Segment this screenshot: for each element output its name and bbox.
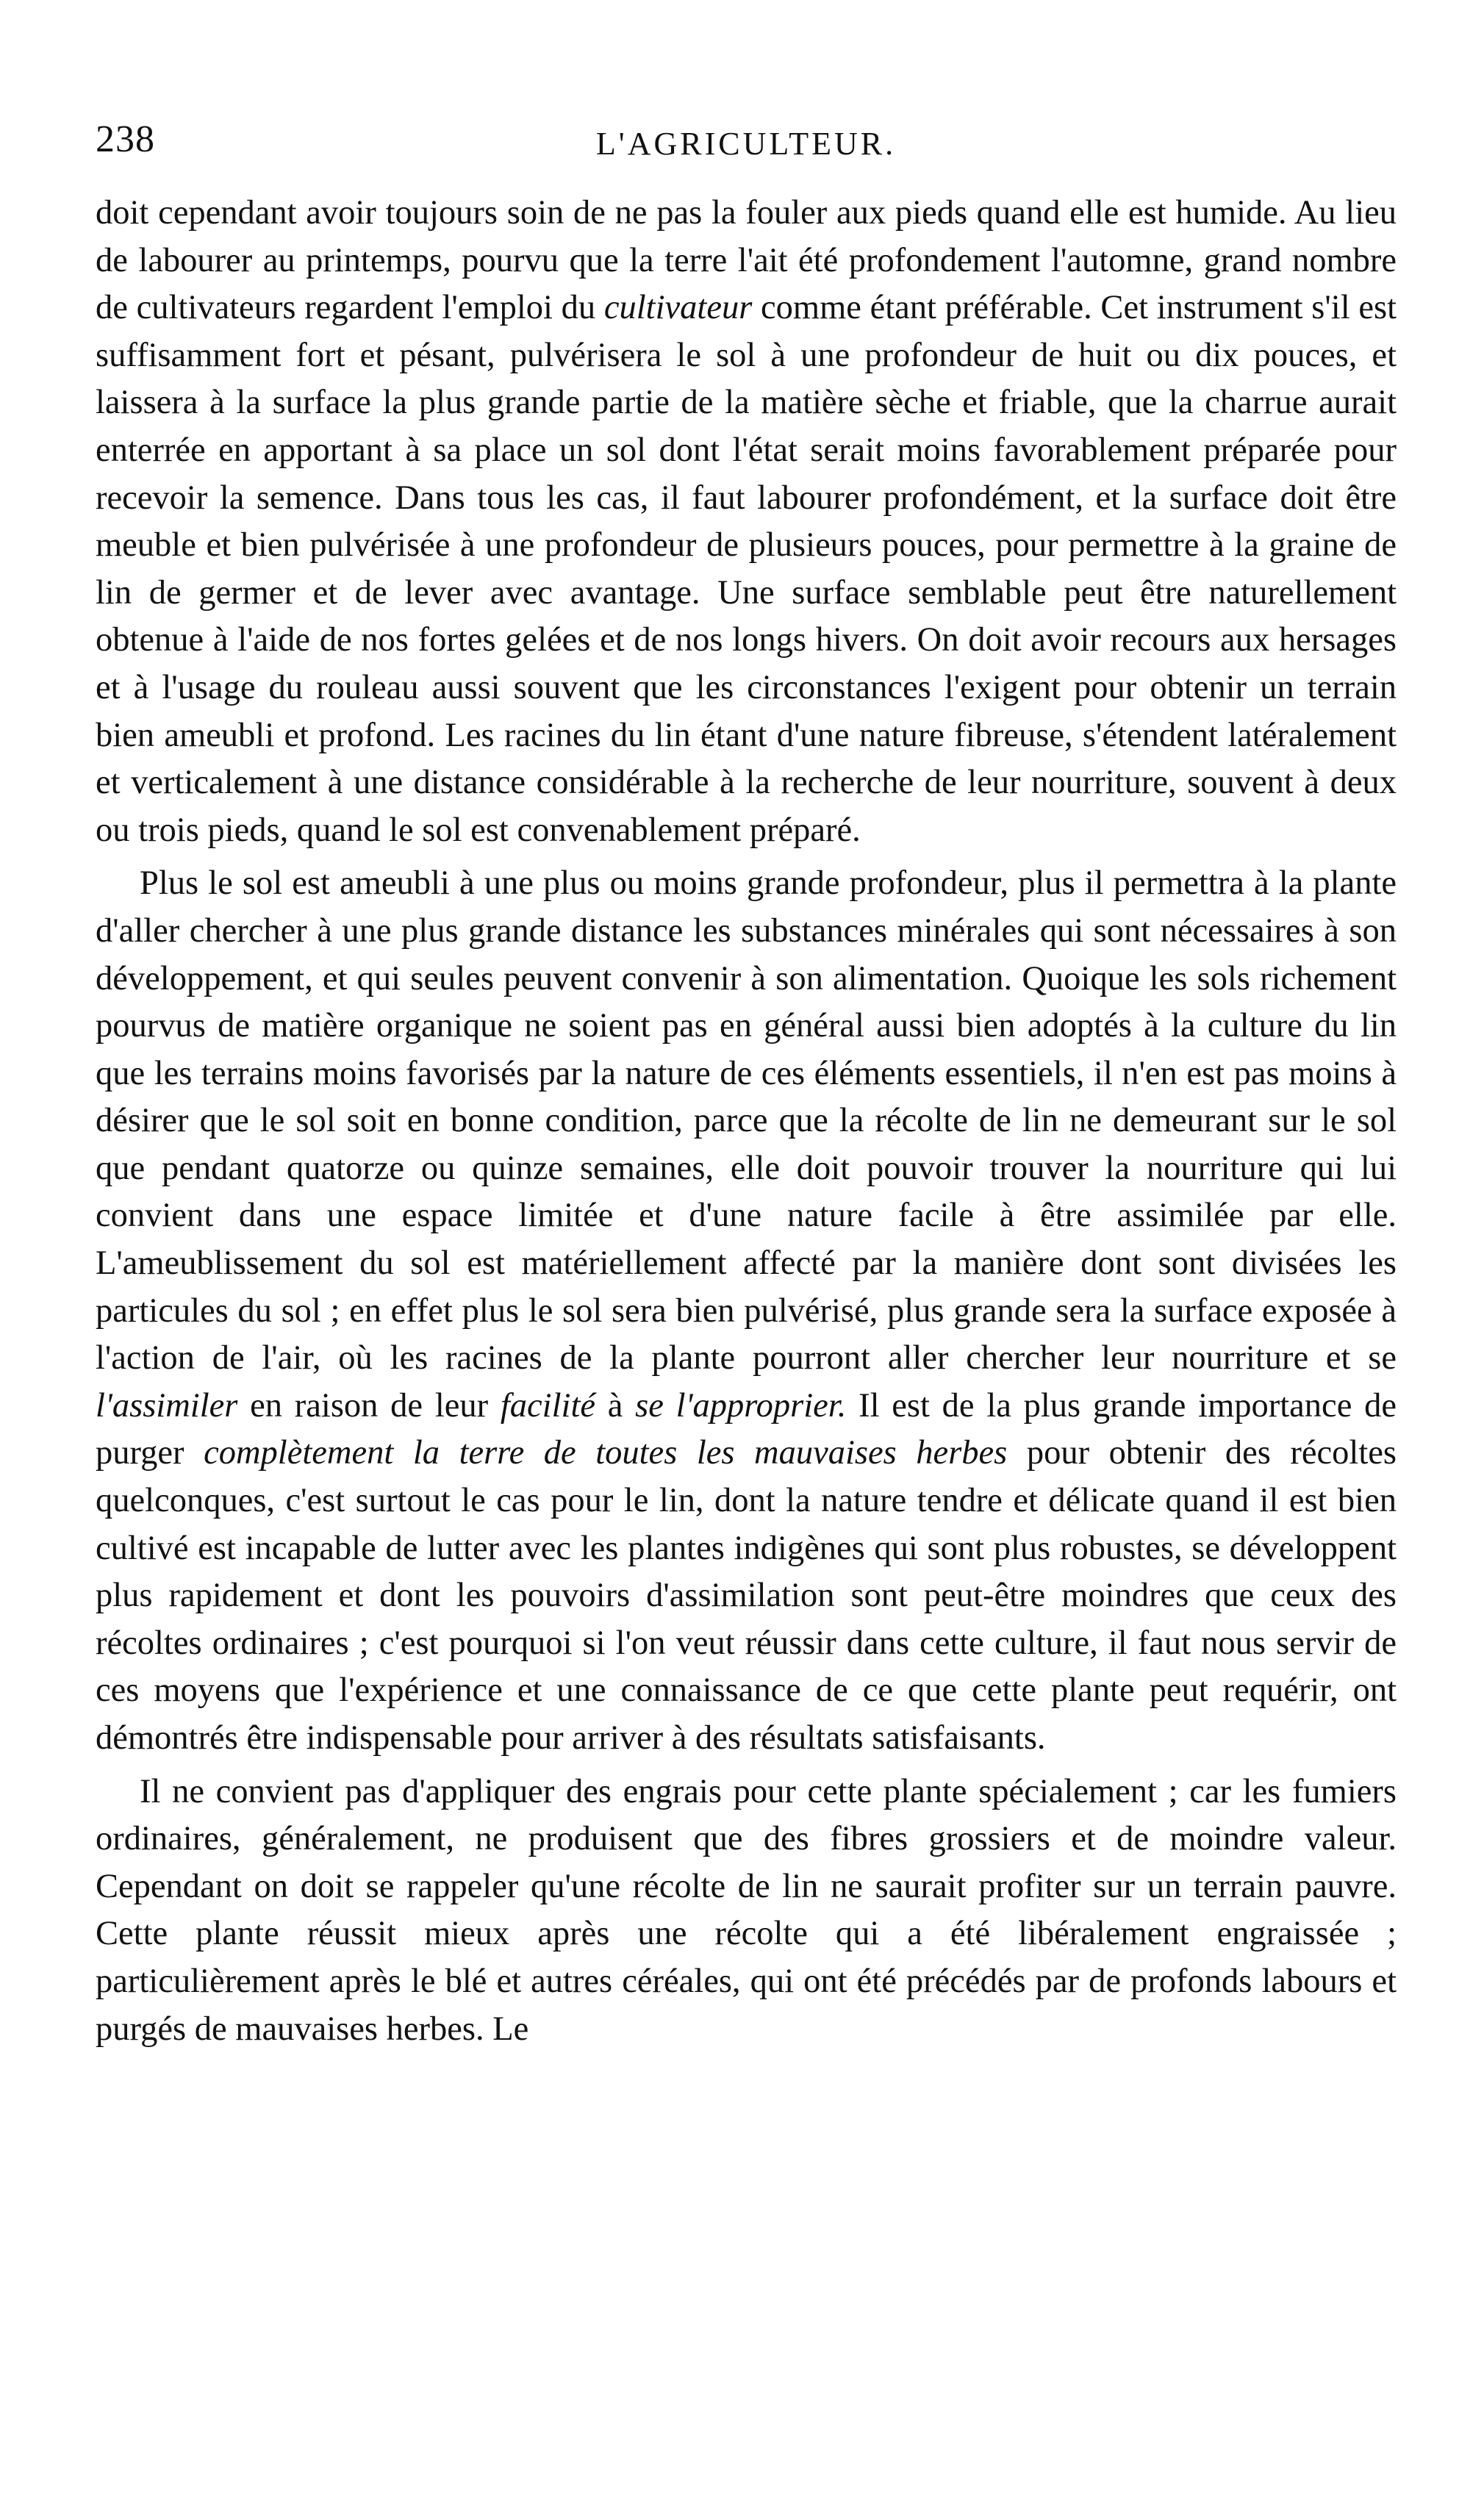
body-text bbox=[96, 190, 1397, 2053]
text-run: Il est de la plus grande importance de purger bbox=[96, 1386, 1397, 1472]
text-run: doit cependant avoir toujours soin de ne pas la fouler aux pieds quand elle est humide. Au lieu de labourer au printemps, pourvu que la terre l'ait été profondement l'automne, grand nombre de cultivateurs regardent l'emploi du bbox=[96, 194, 1397, 327]
page-header bbox=[96, 110, 1397, 176]
italic-run: cultivateur bbox=[603, 289, 753, 327]
italic-run: se l'approprier. bbox=[635, 1386, 847, 1425]
italic-run: complètement la terre de toutes les mauvaises herbes bbox=[204, 1434, 1008, 1472]
running-title: L'AGRICULTEUR. bbox=[595, 126, 897, 162]
paragraph-2 bbox=[96, 860, 1397, 1762]
italic-run: facilité bbox=[500, 1386, 595, 1425]
text-run: Plus le sol est ameubli à une plus ou moins grande profondeur, plus il permettra à la plante d'aller chercher à une plus grande distance les substances minérales qui sont nécessaires à son développement, et qui seules peuvent convenir à son alimentation. Quoique les sols richement pourvus de matière organique ne soient pas en général aussi bien adoptés à la culture du lin que les terrains moins favorisés par la nature de ces éléments essentiels, il n'en est pas moins à désirer que le sol soit en bonne condition, parce que la récolte de lin ne demeurant sur le sol que pendant quatorze ou quinze semaines, elle doit pouvoir trouver la nourriture qui lui convient dans une espace limitée et d'une nature facile à être assimilée par elle. L'ameublissement du sol est matériellement affecté par la manière dont sont divisées les particules du sol ; en effet plus le sol sera bien pulvérisé, plus grande sera la surface exposée à l'action de l'air, où les racines de la plante pourront aller chercher leur nourriture et se bbox=[96, 864, 1397, 1377]
text-run: pour obtenir des récoltes quelconques, c'est surtout le cas pour le lin, dont la nature tendre et délicate quand il est bien cultivé est incapable de lutter avec les plantes indigènes qui sont plus robustes, se développent plus rapidement et dont les pouvoirs d'assimilation sont peut-être moindres que ceux des récoltes ordinaires ; c'est pourquoi si l'on veut réussir dans cette culture, il faut nous servir de ces moyens que l'expérience et une connaissance de ce que cette plante peut requérir, ont démontrés être indispensable pour arriver à des résultats satisfaisants. bbox=[96, 1434, 1397, 1757]
text-run: en raison de leur bbox=[237, 1386, 501, 1425]
page-number: 238 bbox=[96, 118, 155, 160]
paragraph-1 bbox=[96, 190, 1397, 854]
paragraph-3 bbox=[96, 1769, 1397, 2054]
text-run: à bbox=[595, 1386, 636, 1425]
text-run: Il ne convient pas d'appliquer des engrais pour cette plante spécialement ; car les fumiers ordinaires, généralement, ne produisent que des fibres grossiers et de moindre valeur. Cependant on doit se rappeler qu'une récolte de lin ne saurait profiter sur un terrain pauvre. Cette plante réussit mieux après une récolte qui a été libéralement engraissée ; particulièrement après le blé et autres céréales, qui ont été précédés par de profonds labours et purgés de mauvaises herbes. Le bbox=[96, 1772, 1397, 2048]
italic-run: l'assimiler bbox=[96, 1386, 238, 1425]
text-run: comme étant préférable. Cet instrument s'il est suffisamment fort et pésant, pulvérisera le sol à une profondeur de huit ou dix pouces, et laissera à la surface la plus grande partie de la matière sèche et friable, que la charrue aurait enterrée en apportant à sa place un sol dont l'état serait moins favorablement préparée pour recevoir la semence. Dans tous les cas, il faut labourer profondément, et la surface doit être meuble et bien pulvérisée à une profondeur de plusieurs pouces, pour permettre à la graine de lin de germer et de lever avec avantage. Une surface semblable peut être naturellement obtenue à l'aide de nos fortes gelées et de nos longs hivers. On doit avoir recours aux hersages et à l'usage du rouleau aussi souvent que les circonstances l'exigent pour obtenir un terrain bien ameubli et profond. Les racines du lin étant d'une nature fibreuse, s'étendent latéralement et verticalement à une distance considérable à la recherche de leur nourriture, souvent à deux ou trois pieds, quand le sol est convenablement préparé. bbox=[96, 289, 1397, 849]
